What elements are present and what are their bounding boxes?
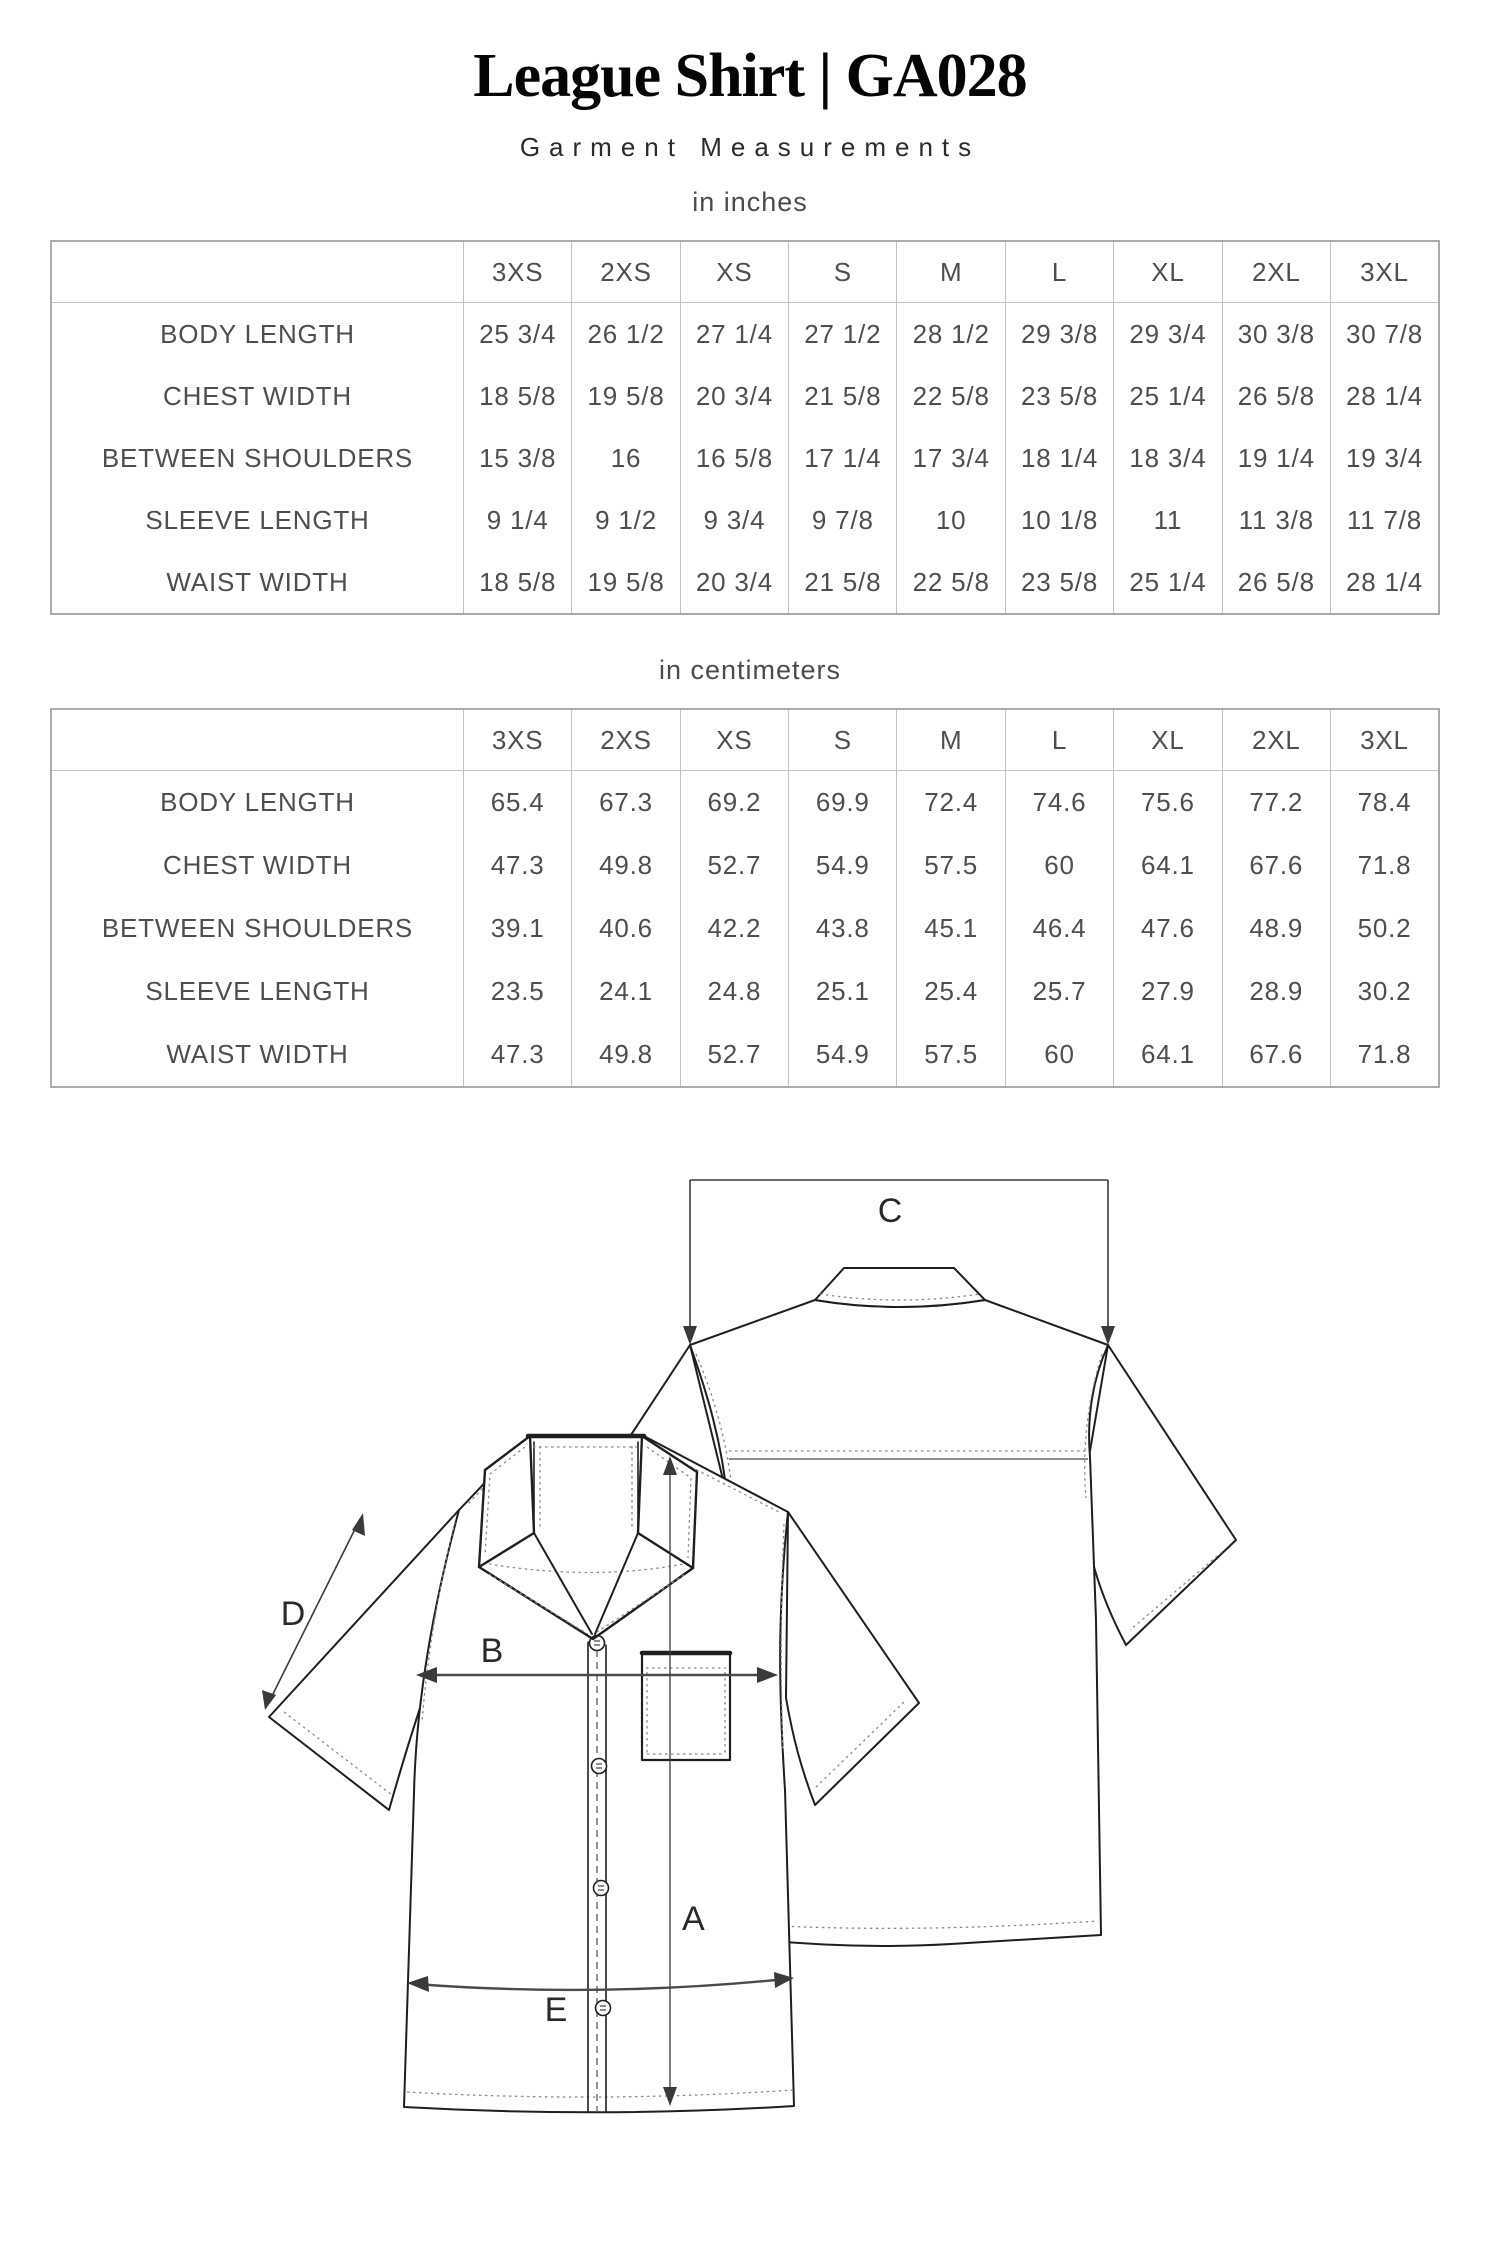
measurement-value-cell: 28 1/4 bbox=[1330, 365, 1439, 427]
measurement-value-cell: 65.4 bbox=[463, 771, 571, 835]
corner-cell bbox=[51, 241, 463, 303]
measurement-row-label: BODY LENGTH bbox=[160, 787, 355, 818]
measurement-row bbox=[51, 771, 1439, 835]
measurement-value-cell: 30 3/8 bbox=[1222, 303, 1330, 366]
measurement-row-label: BETWEEN SHOULDERS bbox=[101, 442, 414, 473]
measurement-value-cell: 18 1/4 bbox=[1005, 427, 1113, 489]
measurement-value-cell: 27 1/4 bbox=[680, 303, 788, 366]
measurement-row bbox=[51, 427, 1439, 489]
measurement-value-cell: 49.8 bbox=[572, 1023, 680, 1087]
measurement-value-cell: 69.9 bbox=[789, 771, 897, 835]
measurement-value-cell: 28 1/2 bbox=[897, 303, 1005, 366]
measurement-value-cell: 11 bbox=[1114, 489, 1222, 551]
measurement-value-cell: 57.5 bbox=[897, 834, 1005, 897]
measurement-value-cell: 9 7/8 bbox=[789, 489, 897, 551]
centimeters-size-table bbox=[50, 708, 1440, 1088]
measurement-row-label: WAIST WIDTH bbox=[166, 1039, 349, 1070]
measurement-value-cell: 15 3/8 bbox=[463, 427, 571, 489]
measurement-value-cell: 67.3 bbox=[572, 771, 680, 835]
size-column-header: S bbox=[789, 241, 897, 303]
measurement-row-label: CHEST WIDTH bbox=[163, 380, 352, 411]
size-column-header: 2XL bbox=[1222, 241, 1330, 303]
measurement-value-cell: 21 5/8 bbox=[789, 551, 897, 614]
measurement-value-cell: 25.1 bbox=[789, 960, 897, 1023]
measurement-value-cell: 28.9 bbox=[1222, 960, 1330, 1023]
measurement-value-cell: 30.2 bbox=[1330, 960, 1439, 1023]
measurement-value-cell: 23.5 bbox=[463, 960, 571, 1023]
size-column-header: L bbox=[1005, 241, 1113, 303]
measurement-value-cell: 11 3/8 bbox=[1222, 489, 1330, 551]
size-column-header: 2XS bbox=[572, 709, 680, 771]
measurement-row bbox=[51, 960, 1439, 1023]
measurement-value-cell: 43.8 bbox=[789, 897, 897, 960]
measurement-value-cell: 48.9 bbox=[1222, 897, 1330, 960]
measurement-value-cell: 57.5 bbox=[897, 1023, 1005, 1087]
measurement-value-cell: 23 5/8 bbox=[1005, 551, 1113, 614]
measurement-row bbox=[51, 834, 1439, 897]
measurement-value-cell: 54.9 bbox=[789, 1023, 897, 1087]
measurement-value-cell: 21 5/8 bbox=[789, 365, 897, 427]
corner-cell bbox=[51, 709, 463, 771]
size-column-header: 3XS bbox=[463, 241, 571, 303]
measurement-row bbox=[51, 1023, 1439, 1087]
measurement-value-cell: 19 5/8 bbox=[572, 551, 680, 614]
measurement-value-cell: 29 3/4 bbox=[1114, 303, 1222, 366]
measurement-value-cell: 46.4 bbox=[1005, 897, 1113, 960]
measurement-value-cell: 24.1 bbox=[572, 960, 680, 1023]
measurement-value-cell: 26 1/2 bbox=[572, 303, 680, 366]
measurement-value-cell: 9 1/4 bbox=[463, 489, 571, 551]
measurement-row bbox=[51, 303, 1439, 366]
measurement-value-cell: 77.2 bbox=[1222, 771, 1330, 835]
measurement-value-cell: 47.3 bbox=[463, 1023, 571, 1087]
measurement-row-label: SLEEVE LENGTH bbox=[145, 976, 370, 1007]
garment-diagram bbox=[0, 1120, 1500, 2250]
size-column-header: 3XL bbox=[1330, 241, 1439, 303]
measurement-value-cell: 17 1/4 bbox=[789, 427, 897, 489]
measurement-value-cell: 19 5/8 bbox=[572, 365, 680, 427]
size-column-header: 2XS bbox=[572, 241, 680, 303]
inches-size-table bbox=[50, 240, 1440, 615]
size-column-header: 3XL bbox=[1330, 709, 1439, 771]
measurement-value-cell: 16 bbox=[572, 427, 680, 489]
size-column-header: XL bbox=[1114, 709, 1222, 771]
measurement-value-cell: 20 3/4 bbox=[680, 365, 788, 427]
measurement-value-cell: 16 5/8 bbox=[680, 427, 788, 489]
measurement-value-cell: 75.6 bbox=[1114, 771, 1222, 835]
measurement-value-cell: 29 3/8 bbox=[1005, 303, 1113, 366]
measurement-value-cell: 64.1 bbox=[1114, 834, 1222, 897]
measurement-value-cell: 27.9 bbox=[1114, 960, 1222, 1023]
measurement-value-cell: 25.7 bbox=[1005, 960, 1113, 1023]
measurement-value-cell: 42.2 bbox=[680, 897, 788, 960]
measurement-value-cell: 26 5/8 bbox=[1222, 551, 1330, 614]
dimension-label-e: E bbox=[544, 1991, 568, 2029]
size-column-header: XS bbox=[680, 241, 788, 303]
measurement-value-cell: 50.2 bbox=[1330, 897, 1439, 960]
measurement-value-cell: 9 3/4 bbox=[680, 489, 788, 551]
measurement-value-cell: 60 bbox=[1005, 834, 1113, 897]
measurement-value-cell: 25 3/4 bbox=[463, 303, 571, 366]
measurement-value-cell: 45.1 bbox=[897, 897, 1005, 960]
size-column-header: 2XL bbox=[1222, 709, 1330, 771]
size-column-header: XL bbox=[1114, 241, 1222, 303]
unit-label-centimeters: in centimeters bbox=[658, 655, 842, 686]
page-subtitle: Garment Measurements bbox=[519, 132, 981, 163]
dimension-label-a: A bbox=[682, 1900, 705, 1938]
measurement-value-cell: 47.6 bbox=[1114, 897, 1222, 960]
measurement-value-cell: 64.1 bbox=[1114, 1023, 1222, 1087]
measurement-value-cell: 52.7 bbox=[680, 1023, 788, 1087]
measurement-value-cell: 17 3/4 bbox=[897, 427, 1005, 489]
measurement-value-cell: 67.6 bbox=[1222, 1023, 1330, 1087]
measurement-value-cell: 30 7/8 bbox=[1330, 303, 1439, 366]
dimension-label-b: B bbox=[480, 1632, 504, 1670]
measurement-value-cell: 60 bbox=[1005, 1023, 1113, 1087]
measurement-value-cell: 54.9 bbox=[789, 834, 897, 897]
measurement-value-cell: 67.6 bbox=[1222, 834, 1330, 897]
measurement-value-cell: 25.4 bbox=[897, 960, 1005, 1023]
dimension-label-c: C bbox=[877, 1192, 903, 1230]
measurement-value-cell: 18 3/4 bbox=[1114, 427, 1222, 489]
measurement-value-cell: 9 1/2 bbox=[572, 489, 680, 551]
measurement-value-cell: 71.8 bbox=[1330, 1023, 1439, 1087]
size-column-header: M bbox=[897, 241, 1005, 303]
measurement-value-cell: 10 bbox=[897, 489, 1005, 551]
measurement-value-cell: 39.1 bbox=[463, 897, 571, 960]
measurement-value-cell: 74.6 bbox=[1005, 771, 1113, 835]
measurement-row bbox=[51, 551, 1439, 614]
measurement-row bbox=[51, 365, 1439, 427]
size-column-header: 3XS bbox=[463, 709, 571, 771]
measurement-value-cell: 24.8 bbox=[680, 960, 788, 1023]
measurement-row-label: BODY LENGTH bbox=[160, 318, 355, 349]
measurement-value-cell: 19 1/4 bbox=[1222, 427, 1330, 489]
size-column-header: M bbox=[897, 709, 1005, 771]
measurement-value-cell: 47.3 bbox=[463, 834, 571, 897]
dimension-label-d: D bbox=[280, 1595, 306, 1633]
page-title: League Shirt | GA028 bbox=[473, 42, 1027, 110]
measurement-value-cell: 40.6 bbox=[572, 897, 680, 960]
measurement-row-label: BETWEEN SHOULDERS bbox=[101, 913, 414, 944]
measurement-value-cell: 72.4 bbox=[897, 771, 1005, 835]
measurement-value-cell: 69.2 bbox=[680, 771, 788, 835]
measurement-value-cell: 25 1/4 bbox=[1114, 365, 1222, 427]
unit-label-inches: in inches bbox=[692, 187, 808, 218]
measurement-row-label: WAIST WIDTH bbox=[166, 566, 349, 597]
size-header-row bbox=[51, 709, 1439, 771]
measurement-row-label: SLEEVE LENGTH bbox=[145, 504, 370, 535]
measurement-row bbox=[51, 897, 1439, 960]
measurement-value-cell: 28 1/4 bbox=[1330, 551, 1439, 614]
measurement-value-cell: 20 3/4 bbox=[680, 551, 788, 614]
measurement-row bbox=[51, 489, 1439, 551]
measurement-value-cell: 23 5/8 bbox=[1005, 365, 1113, 427]
measurement-value-cell: 52.7 bbox=[680, 834, 788, 897]
measurement-value-cell: 22 5/8 bbox=[897, 365, 1005, 427]
measurement-value-cell: 27 1/2 bbox=[789, 303, 897, 366]
measurement-row-label: CHEST WIDTH bbox=[163, 850, 352, 881]
measurement-value-cell: 25 1/4 bbox=[1114, 551, 1222, 614]
size-header-row bbox=[51, 241, 1439, 303]
measurement-value-cell: 18 5/8 bbox=[463, 365, 571, 427]
measurement-value-cell: 19 3/4 bbox=[1330, 427, 1439, 489]
measurement-value-cell: 22 5/8 bbox=[897, 551, 1005, 614]
measurement-value-cell: 26 5/8 bbox=[1222, 365, 1330, 427]
measurement-value-cell: 11 7/8 bbox=[1330, 489, 1439, 551]
measurement-value-cell: 71.8 bbox=[1330, 834, 1439, 897]
size-column-header: S bbox=[789, 709, 897, 771]
measurement-value-cell: 10 1/8 bbox=[1005, 489, 1113, 551]
size-column-header: L bbox=[1005, 709, 1113, 771]
size-column-header: XS bbox=[680, 709, 788, 771]
measurement-value-cell: 49.8 bbox=[572, 834, 680, 897]
measurement-value-cell: 18 5/8 bbox=[463, 551, 571, 614]
measurement-value-cell: 78.4 bbox=[1330, 771, 1439, 835]
